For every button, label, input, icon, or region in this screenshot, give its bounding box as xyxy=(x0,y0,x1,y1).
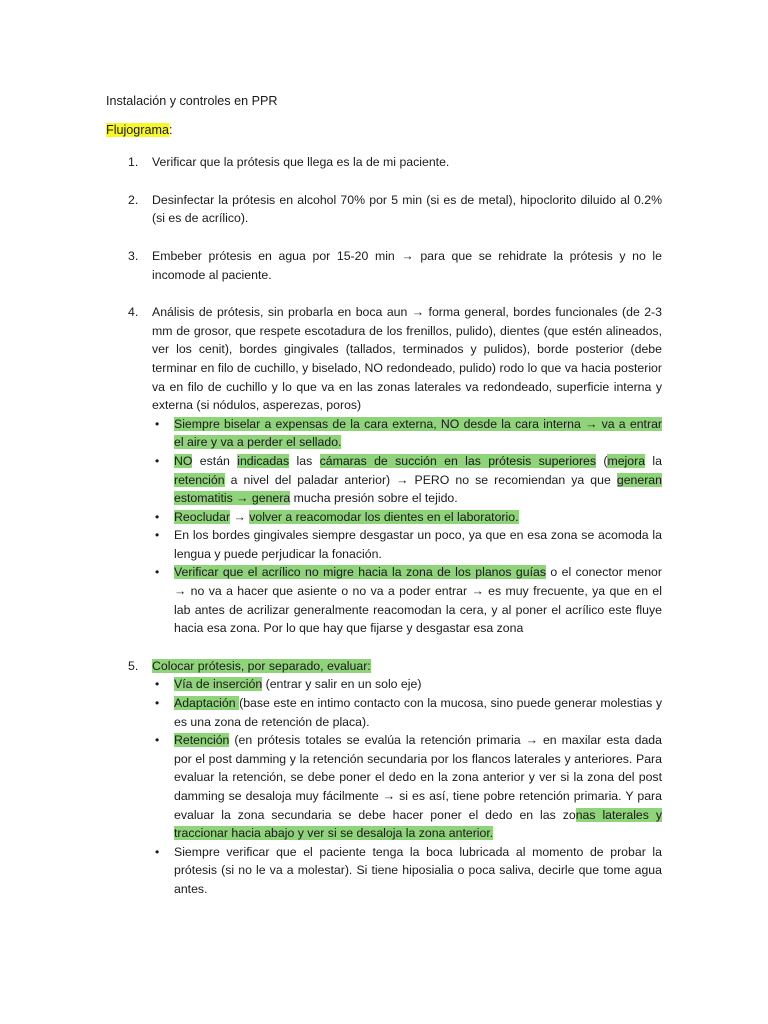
step-number: 1. xyxy=(128,155,139,170)
bullet-item xyxy=(152,526,662,563)
step-text: Análisis de prótesis, sin probarla en boca aun → forma general, bordes funcionales (de 2-3 mm de grosor, que respete escotadura de los frenillos, pulido), dientes (que estén alineados, ver los cenit), bordes gingivales (tallados, terminados y pulidos), borde posterior (debe terminar en filo de cuchillo, y biselado, NO redondeado, pulido) rodo lo que va hacia posterior va en filo de cuchillo y lo que va en las zonas laterales va redondeado, superficie interna y externa (si nódulos, asperezas, poros) xyxy=(152,305,662,413)
highlighted-text: cámaras de succión en las prótesis superiores xyxy=(319,453,597,468)
bullet-glyph: • xyxy=(155,453,160,468)
bullet-glyph: • xyxy=(155,677,160,692)
step-4 xyxy=(106,303,662,638)
bullet-glyph: • xyxy=(155,844,160,859)
text-run: (base este en intimo contacto con la mucosa, sino puede generar molestias y es una zona de retención de placa). xyxy=(174,696,663,729)
bullet-item xyxy=(152,452,662,508)
highlighted-text: retención xyxy=(174,472,225,487)
flujograma-heading xyxy=(106,121,662,140)
bullet-glyph: • xyxy=(155,565,160,580)
step-5-heading: Colocar prótesis, por separado, evaluar: xyxy=(152,658,371,673)
step-2 xyxy=(106,191,662,228)
highlighted-text: NO xyxy=(174,453,193,468)
highlighted-text: volver a reacomodar los dientes en el laboratorio. xyxy=(249,509,519,524)
highlighted-text: mejora xyxy=(607,453,646,468)
document-title: Instalación y controles en PPR xyxy=(106,94,278,108)
highlighted-text: Siempre biselar a expensas de la cara externa, NO desde la cara interna → va a entrar el aire y va a perder el sellado. xyxy=(174,416,662,450)
text-run: → xyxy=(230,509,250,524)
bullet-glyph: • xyxy=(155,696,160,711)
text-run: Siempre verificar que el paciente tenga la boca lubricada al momento de probar la prótesis (si no le va a molestar). Si tiene hiposialia o poca saliva, decirle que tome agua antes. xyxy=(174,844,662,896)
text-run: mucha presión sobre el tejido. xyxy=(290,491,458,506)
bullet-glyph: • xyxy=(155,733,160,748)
highlighted-text: Retención xyxy=(174,733,230,748)
step-number: 2. xyxy=(128,192,139,207)
text-run: o el conector menor → no va a hacer que asiente o no va a poder entrar → es muy frecuente, ya que en el lab antes de acrilizar generalmente reacomodan la cera, y al poner el acrílico este fluye hacia esa zona. Por lo que hay que fijarse y desgastar esa zona xyxy=(174,565,662,636)
step-text: Embeber prótesis en agua por 15-20 min → para que se rehidrate la prótesis y no le incomode al paciente. xyxy=(152,248,662,282)
step-1 xyxy=(106,153,662,172)
bullet-item xyxy=(152,415,662,452)
text-run: En los bordes gingivales siempre desgastar un poco, ya que en esa zona se acomoda la lengua y puede perjudicar la fonación. xyxy=(174,528,662,561)
flujograma-colon: : xyxy=(169,122,173,137)
bullet-item xyxy=(152,563,662,637)
bullet-glyph: • xyxy=(155,509,160,524)
step-number: 3. xyxy=(128,248,139,263)
bullet-item xyxy=(152,694,662,731)
highlighted-text: generan estomatitis → genera xyxy=(174,472,662,506)
step-5 xyxy=(106,657,662,899)
highlighted-text: Verificar que el acrílico no migre hacia la zona de los planos guías xyxy=(174,565,546,580)
text-run: ( xyxy=(596,453,608,468)
steps-list xyxy=(106,153,662,898)
bullet-glyph: • xyxy=(155,416,160,431)
text-run: a nivel del paladar anterior) → PERO no se recomiendan ya que xyxy=(224,472,617,487)
step-5-bullets xyxy=(152,675,662,898)
step-text: Verificar que la prótesis que llega es la de mi paciente. xyxy=(152,155,450,170)
step-text: Desinfectar la prótesis en alcohol 70% por 5 min (si es de metal), hipoclorito diluido al 0.2% (si es de acrílico). xyxy=(152,192,662,226)
step-4-bullets xyxy=(152,415,662,638)
bullet-item xyxy=(152,731,662,843)
step-number: 4. xyxy=(128,305,139,320)
flujograma-label: Flujograma xyxy=(106,122,169,137)
step-3 xyxy=(106,247,662,284)
bullet-glyph: • xyxy=(155,528,160,543)
bullet-item xyxy=(152,843,662,899)
highlighted-text: indicadas xyxy=(237,453,290,468)
bullet-item xyxy=(152,675,662,694)
step-number: 5. xyxy=(128,658,139,673)
text-run: (entrar y salir en un solo eje) xyxy=(262,677,422,692)
text-run: están xyxy=(192,453,238,468)
highlighted-text: Vía de inserción xyxy=(174,677,263,692)
text-run: las xyxy=(289,453,320,468)
highlighted-text: nas laterales y traccionar hacia abajo y ver si se desaloja la zona anterior. xyxy=(174,807,662,841)
text-run: la xyxy=(645,453,662,468)
highlighted-text: Adaptación xyxy=(174,696,240,711)
highlighted-text: Reocludar xyxy=(174,509,231,524)
bullet-item xyxy=(152,508,662,527)
text-run: (en prótesis totales se evalúa la retención primaria → en maxilar esta dada por el post damming y la retención secundaria por los flancos laterales y anteriores. Para evaluar la retención, se debe poner el dedo en la zona anterior y ver si la zona del post damming se desaloja muy fácilmente → si es así, tiene pobre retención primaria. Y para evaluar la zona secundaria se debe hacer poner el dedo en las zo xyxy=(174,733,662,822)
